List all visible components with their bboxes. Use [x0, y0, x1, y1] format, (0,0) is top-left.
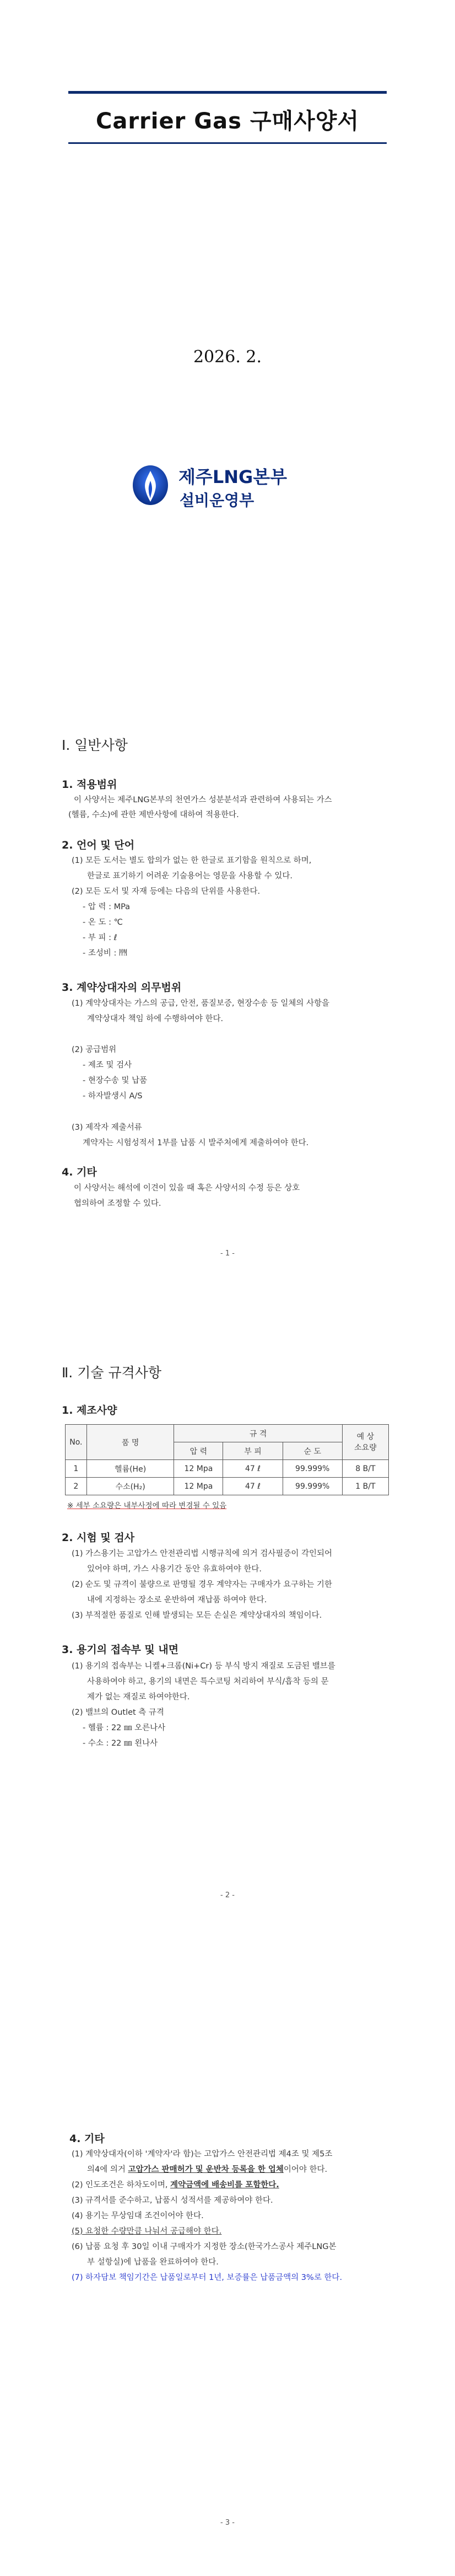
test-item1-line1: (1) 가스용기는 고압가스 안전관리법 시행규칙에 의거 검사필증이 각인되어 [72, 1549, 333, 1558]
terms-item7-warranty: (7) 하자담보 책임기간은 납품일로부터 1년, 보증률은 납품금액의 3%로 한다. [72, 2273, 343, 2282]
duties-item2: (2) 공급범위 [72, 1045, 117, 1054]
title-rule-top [68, 91, 387, 94]
terms-item1-underlined: 고압가스 판매허가 및 운반차 등록을 한 업체 [128, 2165, 284, 2174]
supply-scope-1: - 제조 및 검사 [83, 1061, 132, 1070]
cell-volume: 47 ℓ [223, 1478, 283, 1495]
unit-temperature: - 온 도 : ℃ [83, 918, 123, 927]
test-item3: (3) 부적절한 품질로 인해 발생되는 모든 손실은 계약상대자의 책임이다. [72, 1611, 322, 1620]
terms-item2-prefix: (2) 인도조건은 하차도이며, [72, 2181, 171, 2189]
cell-name: 수소(H₂) [86, 1478, 174, 1495]
cell-no: 1 [66, 1460, 87, 1478]
title-rule-bottom [68, 142, 387, 144]
cylinder-item1-line1: (1) 용기의 접속부는 니켈+크롬(Ni+Cr) 등 부식 방지 재질로 도금된 밸브를 [72, 1662, 335, 1671]
flame-emblem-icon [131, 464, 170, 506]
cylinder-item2: (2) 밸브의 Outlet 측 규격 [72, 1708, 164, 1717]
cell-quantity: 8 B/T [342, 1460, 388, 1478]
qty-header-line2: 소요량 [354, 1443, 377, 1452]
table-row [66, 1478, 389, 1495]
misc-text-line1: 이 사양서는 해석에 이견이 있을 때 혹은 사양서의 수정 등은 상호 [74, 1184, 300, 1193]
scope-text-line2: (헬륨, 수소)에 관한 제반사항에 대하여 적용한다. [68, 811, 239, 819]
outlet-hydrogen: - 수소 : 22 ㎜ 왼나사 [83, 1739, 158, 1748]
table-note: ※ 세부 소요량은 내부사정에 따라 변경될 수 있음 [67, 1501, 227, 1510]
gas-spec-table [65, 1424, 389, 1495]
terms-item1-suffix: 이어야 한다. [283, 2165, 328, 2174]
duties-item3: (3) 제작자 제출서류 [72, 1123, 142, 1132]
cell-pressure: 12 Mpa [174, 1478, 223, 1495]
table-row [66, 1460, 389, 1478]
col-header-quantity [342, 1425, 388, 1460]
col-header-pressure: 압 력 [174, 1442, 223, 1460]
misc-text-line2: 협의하여 조정할 수 있다. [74, 1199, 161, 1208]
unit-composition: - 조성비 : ㏙ [83, 949, 127, 958]
heading-contractor-duties: 3. 계약상대자의 의무범위 [62, 981, 182, 994]
heading-other-terms: 4. 기타 [69, 2133, 105, 2145]
scope-text-line1: 이 사양서는 제주LNG본부의 천연가스 성분분석과 관련하여 사용되는 가스 [74, 796, 332, 804]
heading-cylinder-connection: 3. 용기의 접속부 및 내면 [62, 1644, 179, 1656]
page-number-2: - 2 - [220, 1891, 235, 1899]
org-name-secondary: 설비운영부 [180, 491, 254, 509]
language-item1-line2: 한글로 표기하기 어려운 기술용어는 영문을 사용할 수 있다. [87, 872, 293, 881]
duties-item1-line1: (1) 계약상대자는 가스의 공급, 안전, 품질보증, 현장수송 등 일체의 사항을 [72, 999, 330, 1008]
terms-item1-line1: (1) 계약상대자(이하 '계약자'라 함)는 고압가스 안전관리법 제4조 및 제5조 [72, 2150, 333, 2159]
supply-scope-2: - 현장수송 및 납품 [83, 1076, 148, 1085]
outlet-helium: - 헬륨 : 22 ㎜ 오른나사 [83, 1724, 166, 1732]
heading-scope: 1. 적용범위 [62, 779, 117, 791]
col-header-volume: 부 피 [223, 1442, 283, 1460]
test-item2-line2: 내에 지정하는 장소로 운반하여 재납품 하여야 한다. [87, 1596, 267, 1604]
terms-item6-line2: 부 설항실)에 납품을 완료하여야 한다. [87, 2258, 219, 2267]
cylinder-item1-line3: 제가 없는 재질로 하여야한다. [87, 1693, 190, 1702]
duties-item3-text: 계약자는 시험성적서 1부를 납품 시 발주처에게 제출하여야 한다. [83, 1139, 309, 1147]
org-name-primary: 제주LNG본부 [178, 466, 288, 487]
heading-language: 2. 언어 및 단어 [62, 839, 135, 851]
qty-header-line1: 예 상 [356, 1432, 375, 1441]
terms-item5: (5) 요청한 수량만큼 나눠서 공급해야 한다. [72, 2227, 222, 2236]
heading-manufacturing-spec: 1. 제조사양 [62, 1404, 117, 1416]
cell-name: 헬륨(He) [86, 1460, 174, 1478]
cylinder-item1-line2: 사용하여야 하고, 용기의 내면은 특수코팅 처리하여 부식/흡착 등의 문 [87, 1677, 329, 1686]
test-item2-line1: (2) 순도 및 규격이 불량으로 판명될 경우 계약자는 구매자가 요구하는 기한 [72, 1580, 332, 1589]
col-header-spec: 규 격 [174, 1425, 342, 1442]
cell-purity: 99.999% [283, 1478, 342, 1495]
col-header-no: No. [66, 1425, 87, 1460]
terms-item4: (4) 용기는 무상임대 조건이어야 한다. [72, 2212, 204, 2220]
terms-item2 [72, 2177, 279, 2193]
terms-item2-underlined: 계약금액에 배송비를 포함한다. [170, 2181, 279, 2189]
section-title-technical: Ⅱ. 기술 규격사항 [62, 1365, 162, 1381]
terms-item3: (3) 규격서를 준수하고, 납품시 성적서를 제공하여야 한다. [72, 2196, 273, 2205]
cell-volume: 47 ℓ [223, 1460, 283, 1478]
terms-item6-line1: (6) 납품 요청 후 30일 이내 구매자가 지정한 장소(한국가스공사 제주LNG본 [72, 2242, 337, 2251]
unit-volume: - 부 피 : ℓ [83, 933, 117, 942]
document-title: Carrier Gas 구매사양서 [95, 109, 360, 134]
terms-item1-line2 [87, 2162, 327, 2177]
page-number-1: - 1 - [220, 1249, 235, 1258]
language-item2: (2) 모든 도서 및 자재 등에는 다음의 단위를 사용한다. [72, 887, 261, 896]
heading-test-inspection: 2. 시험 및 검사 [62, 1532, 135, 1544]
col-header-purity: 순 도 [283, 1442, 342, 1460]
heading-misc: 4. 기타 [62, 1166, 97, 1178]
supply-scope-3: - 하자발생시 A/S [83, 1092, 143, 1101]
terms-item1-prefix: 의4에 의거 [87, 2165, 128, 2174]
section-title-general: Ⅰ. 일반사항 [62, 737, 128, 753]
cell-pressure: 12 Mpa [174, 1460, 223, 1478]
duties-item1-line2: 계약상대자 책임 하에 수행하여야 한다. [87, 1015, 224, 1023]
page-number-3: - 3 - [220, 2519, 235, 2527]
language-item1-line1: (1) 모든 도서는 별도 합의가 없는 한 한글로 표기함을 원칙으로 하며, [72, 856, 312, 865]
cell-quantity: 1 B/T [342, 1478, 388, 1495]
document-date: 2026. 2. [193, 347, 262, 367]
cell-purity: 99.999% [283, 1460, 342, 1478]
cell-no: 2 [66, 1478, 87, 1495]
organization-logo [131, 462, 329, 517]
col-header-name: 품 명 [86, 1425, 174, 1460]
test-item1-line2: 있어야 하며, 가스 사용기간 동안 유효하여야 한다. [87, 1565, 262, 1574]
unit-pressure: - 압 력 : MPa [83, 903, 131, 911]
